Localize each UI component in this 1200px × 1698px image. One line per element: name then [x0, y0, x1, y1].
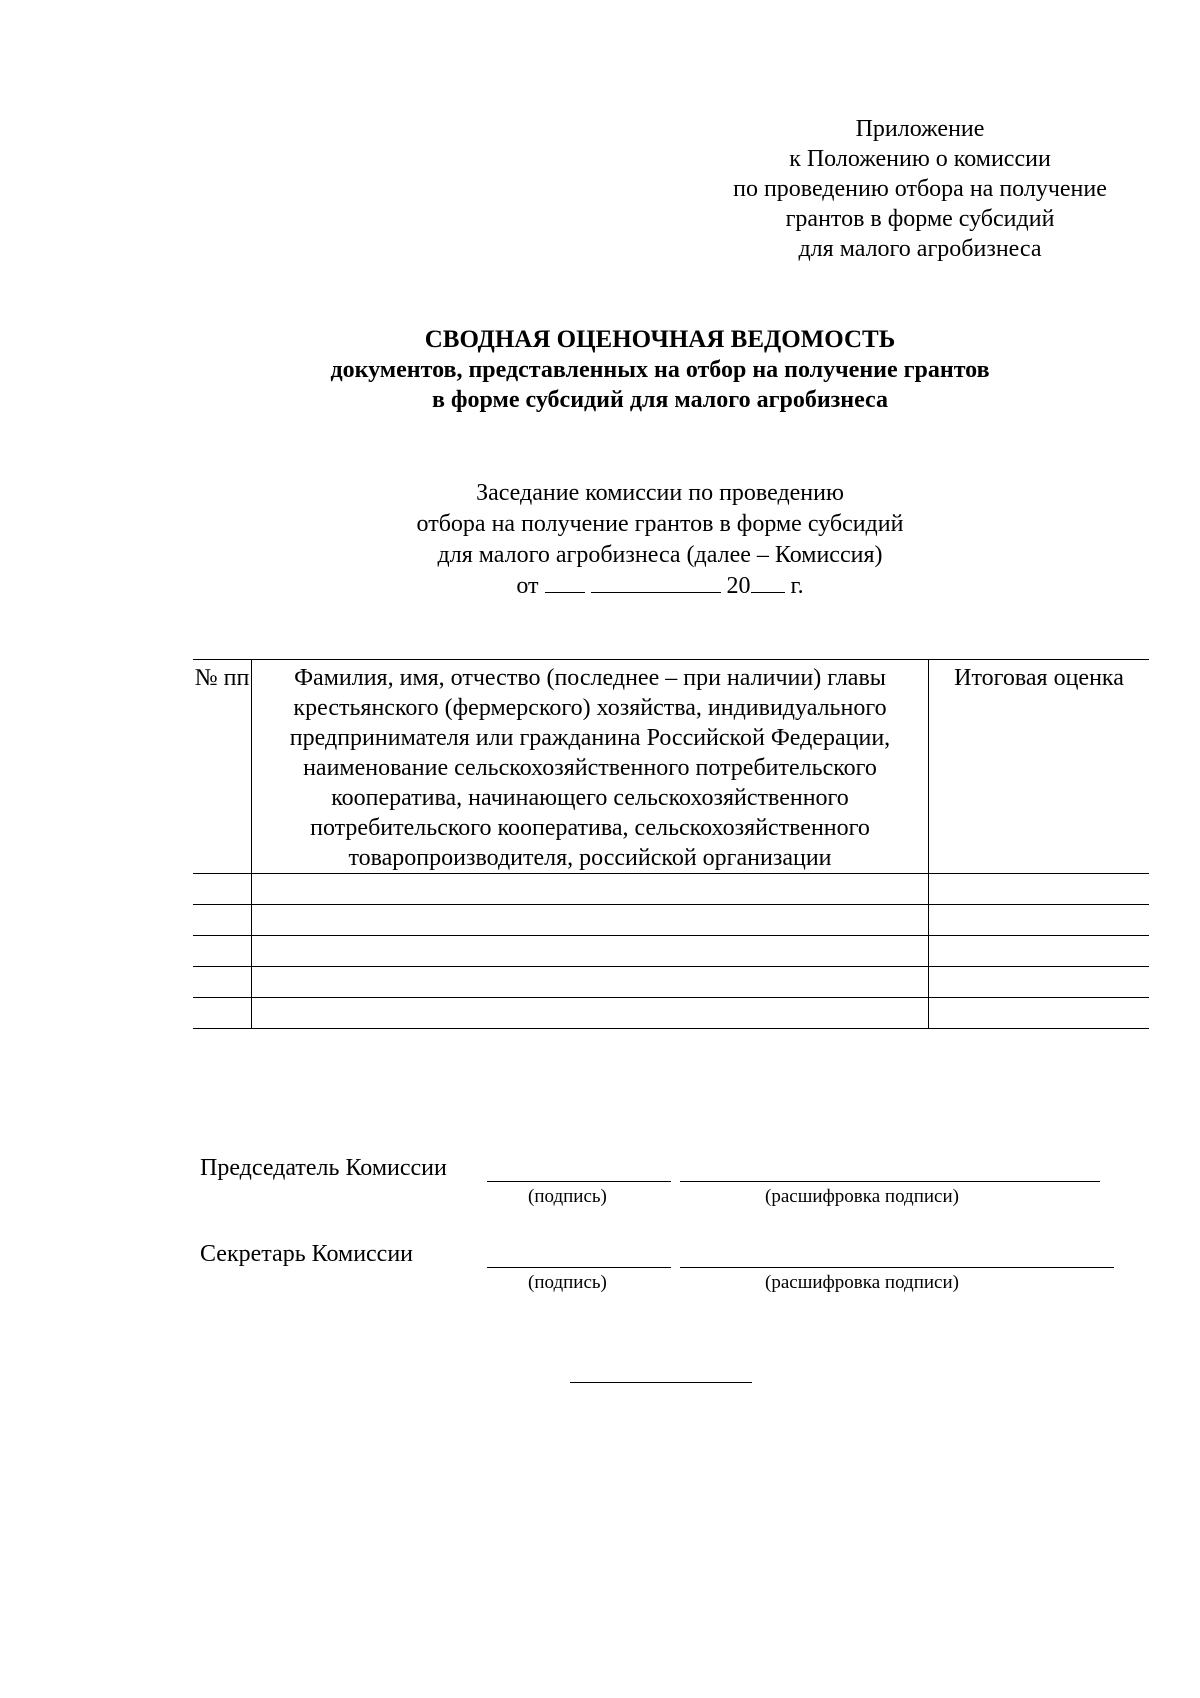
secretary-label: Секретарь Комиссии: [200, 1241, 414, 1267]
appendix-line: по проведению отбора на получение: [733, 176, 1107, 202]
table-row: [193, 967, 1149, 998]
row-number-cell[interactable]: [193, 998, 252, 1029]
title-line: документов, представленных на отбор на получение грантов: [330, 357, 990, 383]
header-score: Итоговая оценка: [929, 660, 1150, 874]
row-number-cell[interactable]: [193, 874, 252, 905]
secretary-signature-caption: (подпись): [528, 1272, 607, 1293]
row-number-cell[interactable]: [193, 936, 252, 967]
chairman-signature-caption: (подпись): [528, 1186, 607, 1207]
secretary-signature-line[interactable]: [487, 1266, 671, 1268]
row-number-cell[interactable]: [193, 905, 252, 936]
year-blank[interactable]: [751, 572, 785, 593]
row-name-cell[interactable]: [252, 967, 929, 998]
appendix-line: к Положению о комиссии: [789, 146, 1051, 172]
chairman-signature-line[interactable]: [487, 1180, 671, 1182]
meeting-line: для малого агробизнеса (далее – Комиссия): [437, 542, 883, 568]
row-score-cell[interactable]: [929, 967, 1150, 998]
table-row: [193, 905, 1149, 936]
appendix-line: Приложение: [855, 116, 985, 142]
row-score-cell[interactable]: [929, 874, 1150, 905]
table-row: [193, 936, 1149, 967]
row-score-cell[interactable]: [929, 936, 1150, 967]
row-number-cell[interactable]: [193, 967, 252, 998]
month-blank[interactable]: [591, 572, 721, 593]
appendix-header: [690, 114, 1150, 264]
end-divider: [570, 1382, 752, 1383]
table-header-row: [193, 660, 1149, 874]
chairman-decode-caption: (расшифровка подписи): [765, 1186, 959, 1207]
appendix-line: для малого агробизнеса: [798, 236, 1042, 262]
header-number: № пп: [193, 660, 252, 874]
year-suffix: г.: [790, 573, 804, 599]
table-row: [193, 998, 1149, 1029]
row-score-cell[interactable]: [929, 905, 1150, 936]
evaluation-table: [193, 659, 1149, 1029]
header-name: Фамилия, имя, отчество (последнее – при наличии) главы крестьянского (фермерского) хозяйства, индивидуального предпринимателя или гражданина Российской Федерации, наименование сельскохозяйственного потребительского кооператива, начинающего сельскохозяйственного потребительского кооператива, сельскохозяйственного товаропроизводителя, российской организации: [252, 660, 929, 874]
secretary-decode-caption: (расшифровка подписи): [765, 1272, 959, 1293]
chairman-decode-line[interactable]: [680, 1180, 1100, 1182]
title-main: СВОДНАЯ ОЦЕНОЧНАЯ ВЕДОМОСТЬ: [424, 326, 896, 353]
row-score-cell[interactable]: [929, 998, 1150, 1029]
document-title: [0, 325, 1200, 415]
chairman-label: Председатель Комиссии: [200, 1155, 447, 1181]
row-name-cell[interactable]: [252, 905, 929, 936]
meeting-line: Заседание комиссии по проведению: [476, 480, 844, 506]
meeting-info: [0, 478, 1200, 602]
day-blank[interactable]: [545, 572, 585, 593]
row-name-cell[interactable]: [252, 998, 929, 1029]
meeting-date-line: [0, 571, 1200, 602]
appendix-line: грантов в форме субсидий: [785, 206, 1055, 232]
row-name-cell[interactable]: [252, 936, 929, 967]
secretary-decode-line[interactable]: [680, 1266, 1114, 1268]
date-prefix: от: [516, 573, 539, 599]
meeting-line: отбора на получение грантов в форме субсидий: [416, 511, 904, 537]
year-prefix: 20: [726, 573, 751, 599]
table-row: [193, 874, 1149, 905]
title-line: в форме субсидий для малого агробизнеса: [431, 387, 889, 413]
row-name-cell[interactable]: [252, 874, 929, 905]
